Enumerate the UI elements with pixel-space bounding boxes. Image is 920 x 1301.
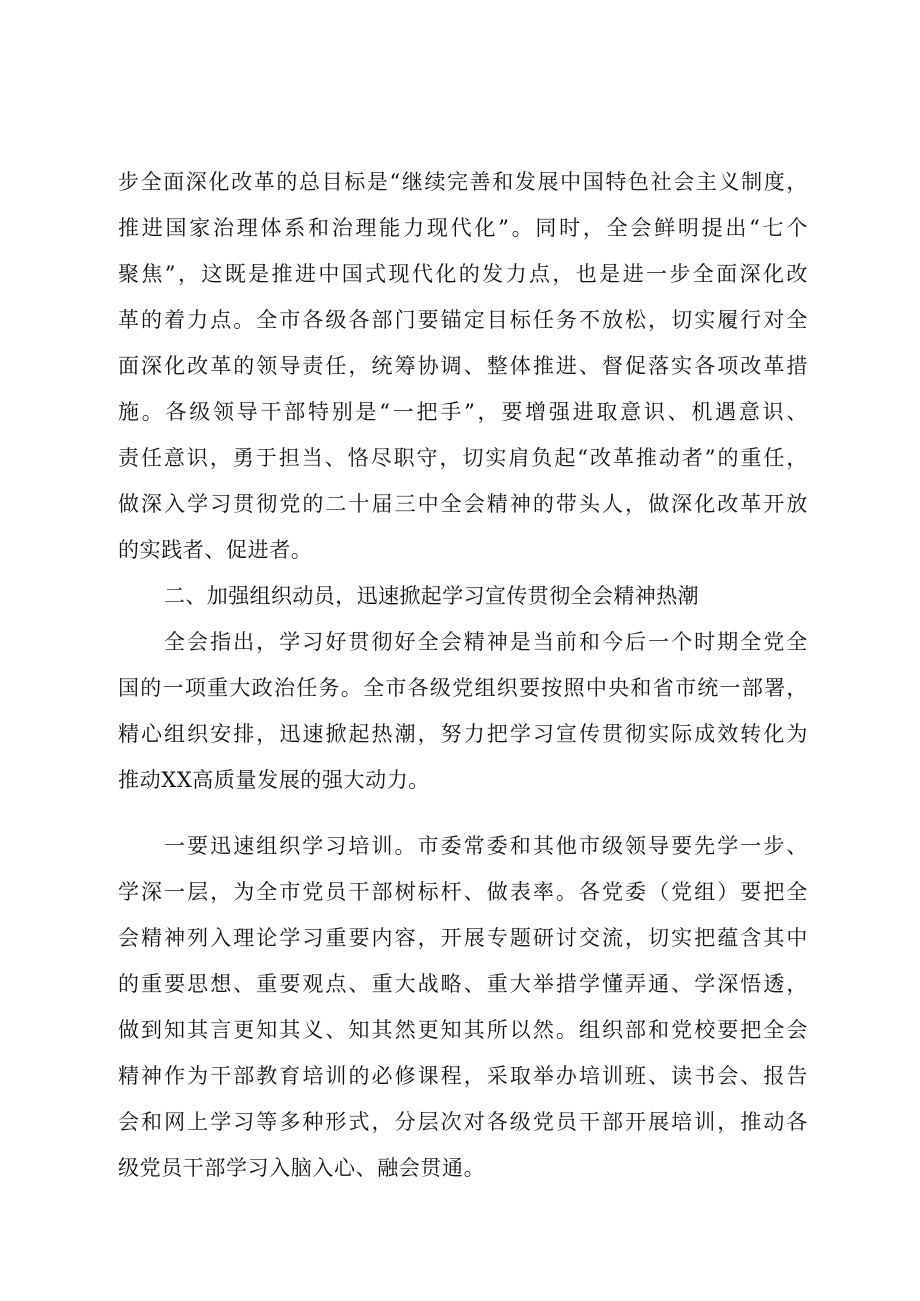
text-line: 推动XX高质量发展的强大动力。 — [118, 768, 430, 792]
text-line: 推进国家治理体系和治理能力现代化”。同时，全会鲜明提出“七个 — [118, 216, 808, 240]
section-heading: 二、加强组织动员，迅速掀起学习宣传贯彻全会精神热潮 — [164, 584, 699, 608]
text-line: 步全面深化改革的总目标是“继续完善和发展中国特色社会主义制度， — [118, 170, 808, 194]
text-line: 的实践者、促进者。 — [118, 538, 313, 562]
text-line: 革的着力点。全市各级各部门要锚定目标任务不放松，切实履行对全 — [118, 308, 808, 332]
text-line: 精神作为干部教育培训的必修课程，采取举办培训班、读书会、报告 — [118, 1064, 808, 1088]
text-line: 聚焦”，这既是推进中国式现代化的发力点，也是进一步全面深化改 — [118, 262, 808, 286]
text-line: 责任意识，勇于担当、恪尽职守，切实肩负起“改革推动者”的重任， — [118, 446, 808, 470]
text-line: 级党员干部学习入脑入心、融会贯通。 — [118, 1156, 486, 1180]
text-line: 全会指出，学习好贯彻好全会精神是当前和今后一个时期全党全 — [164, 630, 808, 654]
text-line: 面深化改革的领导责任，统筹协调、整体推进、督促落实各项改革措 — [118, 354, 808, 378]
text-line: 精心组织安排，迅速掀起热潮，努力把学习宣传贯彻实际成效转化为 — [118, 722, 808, 746]
text-line: 的重要思想、重要观点、重大战略、重大举措学懂弄通、学深悟透， — [118, 972, 808, 996]
text-line: 做到知其言更知其义、知其然更知其所以然。组织部和党校要把全会 — [118, 1018, 808, 1042]
text-line: 会和网上学习等多种形式，分层次对各级党员干部开展培训，推动各 — [118, 1110, 808, 1134]
text-line: 学深一层，为全市党员干部树标杆、做表率。各党委（党组）要把全 — [118, 880, 808, 904]
text-line: 一要迅速组织学习培训。市委常委和其他市级领导要先学一步、 — [164, 834, 808, 858]
text-line: 做深入学习贯彻党的二十届三中全会精神的带头人，做深化改革开放 — [118, 492, 808, 516]
text-line: 国的一项重大政治任务。全市各级党组织要按照中央和省市统一部署， — [118, 676, 808, 700]
text-line: 施。各级领导干部特别是“一把手”，要增强进取意识、机遇意识、 — [118, 400, 808, 424]
text-line: 会精神列入理论学习重要内容，开展专题研讨交流，切实把蕴含其中 — [118, 926, 808, 950]
